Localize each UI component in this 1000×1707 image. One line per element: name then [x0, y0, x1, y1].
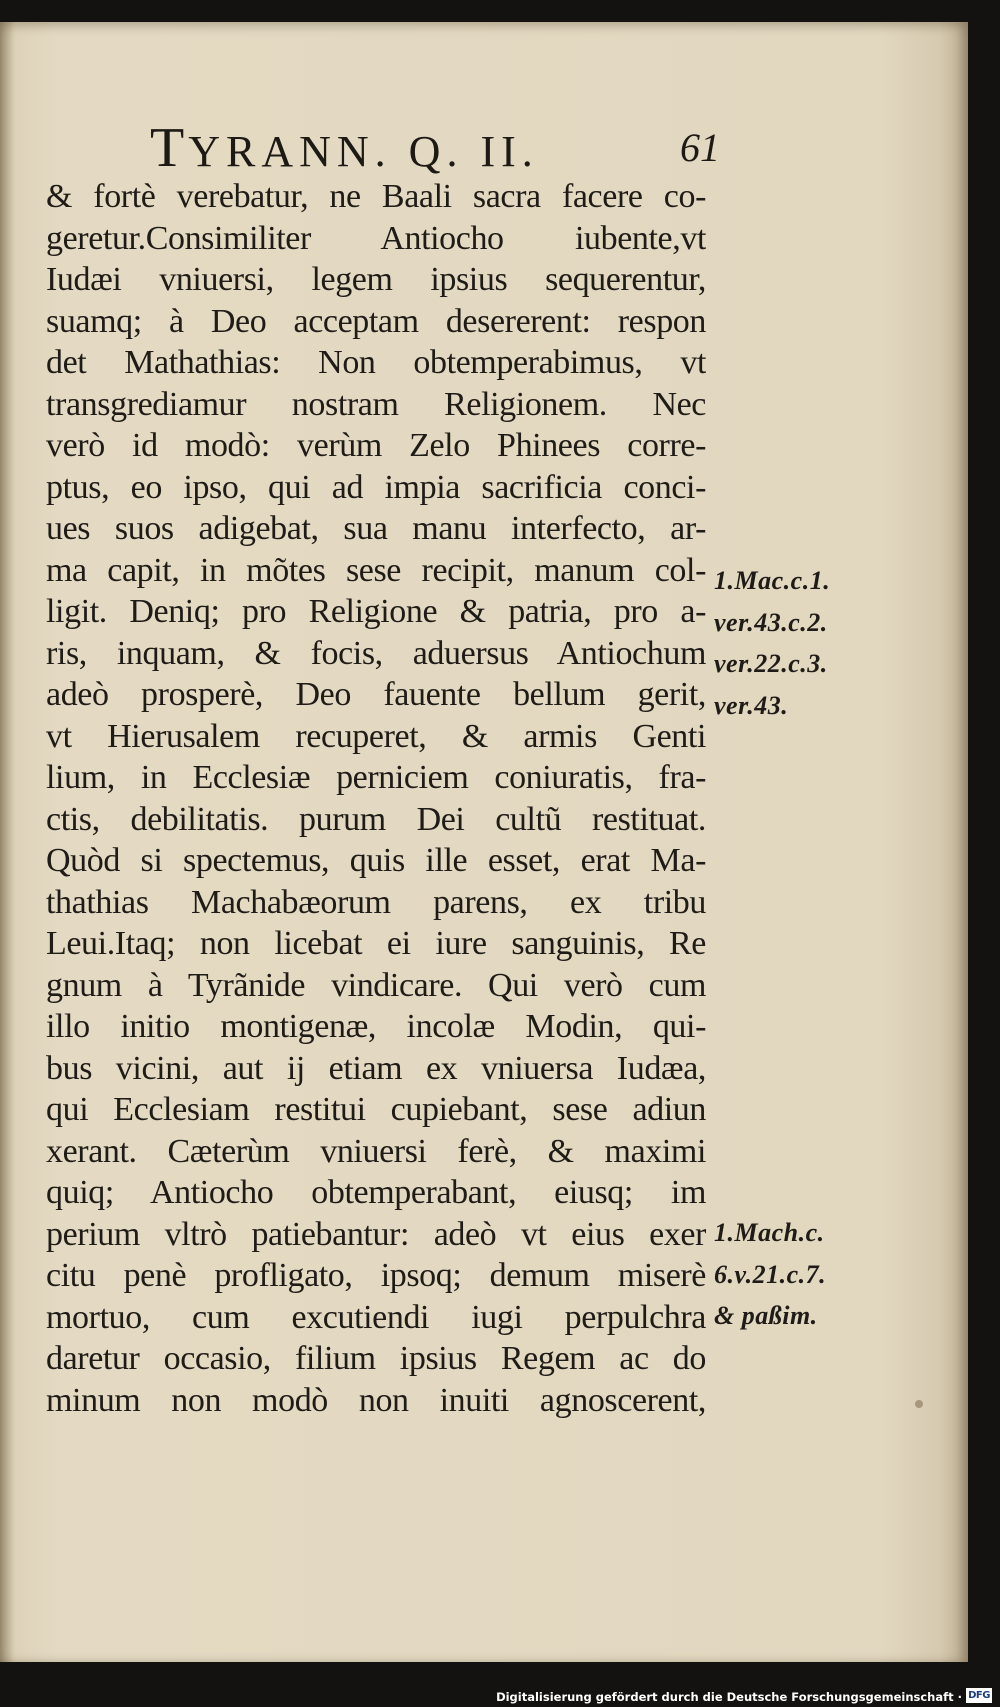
text-line: ligit. Deniq; pro Religione & patria, pro a-	[46, 593, 706, 630]
margin-note-line: 1.Mach.c.	[714, 1218, 825, 1247]
text-line: mortuo, cum excutiendi iugi perpulchra	[46, 1298, 706, 1336]
running-head	[150, 118, 730, 178]
margin-note-line: & paßim.	[714, 1301, 818, 1330]
paper-stain	[915, 1400, 923, 1408]
page-number: 61	[680, 125, 720, 170]
gutter-shadow	[0, 22, 14, 1662]
text-line: geretur.Consimiliter Antiocho iubente,vt	[46, 219, 706, 257]
text-line: citu penè profligato, ipsoq; demum miserè	[46, 1257, 706, 1294]
text-line: daretur occasio, filium ipsius Regem ac do	[46, 1340, 706, 1377]
text-line: minum non modò non inuiti agnoscerent,	[46, 1381, 706, 1419]
text-line: Leui.Itaq; non licebat ei iure sanguinis, Re	[46, 925, 706, 962]
text-line: perium vltrò patiebantur: adeò vt eius exer	[46, 1215, 706, 1253]
text-line: thathias Machabæorum parens, ex tribu	[46, 883, 706, 921]
running-head-title: YRANN. Q. II.	[188, 127, 539, 176]
text-line: ctis, debilitatis. purum Dei cultũ restituat.	[46, 800, 706, 838]
running-head-initial: T	[150, 117, 189, 179]
margin-note-line: 6.v.21.c.7.	[714, 1259, 827, 1289]
text-line: suamq; à Deo acceptam desererent: respon	[46, 302, 706, 340]
funding-credit: Digitalisierung gefördert durch die Deutsche Forschungsgemeinschaft ·	[496, 1690, 962, 1704]
margin-note	[714, 1212, 864, 1337]
text-line: & fortè verebatur, ne Baali sacra facere co-	[46, 178, 706, 215]
text-line: ptus, eo ipso, qui ad impia sacrificia conci-	[46, 468, 706, 506]
text-line: Quòd si spectemus, quis ille esset, erat Ma-	[46, 842, 706, 879]
text-line: illo initio montigenæ, incolæ Modin, qui-	[46, 1008, 706, 1045]
text-line: vt Hierusalem recuperet, & armis Genti	[46, 717, 706, 755]
text-line: Iudæi vniuersi, legem ipsius sequerentur,	[46, 261, 706, 298]
text-line: bus vicini, aut ij etiam ex vniuersa Iudæa,	[46, 1049, 706, 1087]
text-line: ues suos adigebat, sua manu interfecto, ar-	[46, 510, 706, 547]
text-line: qui Ecclesiam restitui cupiebant, sese adiun	[46, 1091, 706, 1128]
text-line: verò id modò: verùm Zelo Phinees corre-	[46, 427, 706, 464]
dfg-logo-icon: DFG	[966, 1688, 992, 1703]
text-line: det Mathathias: Non obtemperabimus, vt	[46, 344, 706, 381]
text-line: xerant. Cæterùm vniuersi ferè, & maximi	[46, 1132, 706, 1170]
text-line: lium, in Ecclesiæ perniciem coniuratis, fra-	[46, 759, 706, 796]
text-line: adeò prosperè, Deo fauente bellum gerit,	[46, 676, 706, 713]
main-text-block	[46, 176, 706, 1421]
margin-note-line: ver.22.c.3.	[714, 649, 828, 678]
text-line: quiq; Antiocho obtemperabant, eiusq; im	[46, 1174, 706, 1211]
margin-note-line: 1.Mac.c.1.	[714, 566, 831, 595]
text-line: transgrediamur nostram Religionem. Nec	[46, 385, 706, 423]
text-line: ma capit, in mõtes sese recipit, manum col-	[46, 551, 706, 589]
text-line: gnum à Tyrãnide vindicare. Qui verò cum	[46, 966, 706, 1004]
margin-note	[714, 560, 864, 726]
margin-note-line: ver.43.	[714, 690, 789, 720]
margin-note-line: ver.43.c.2.	[714, 607, 828, 637]
text-line: ris, inquam, & focis, aduersus Antiochum	[46, 634, 706, 672]
